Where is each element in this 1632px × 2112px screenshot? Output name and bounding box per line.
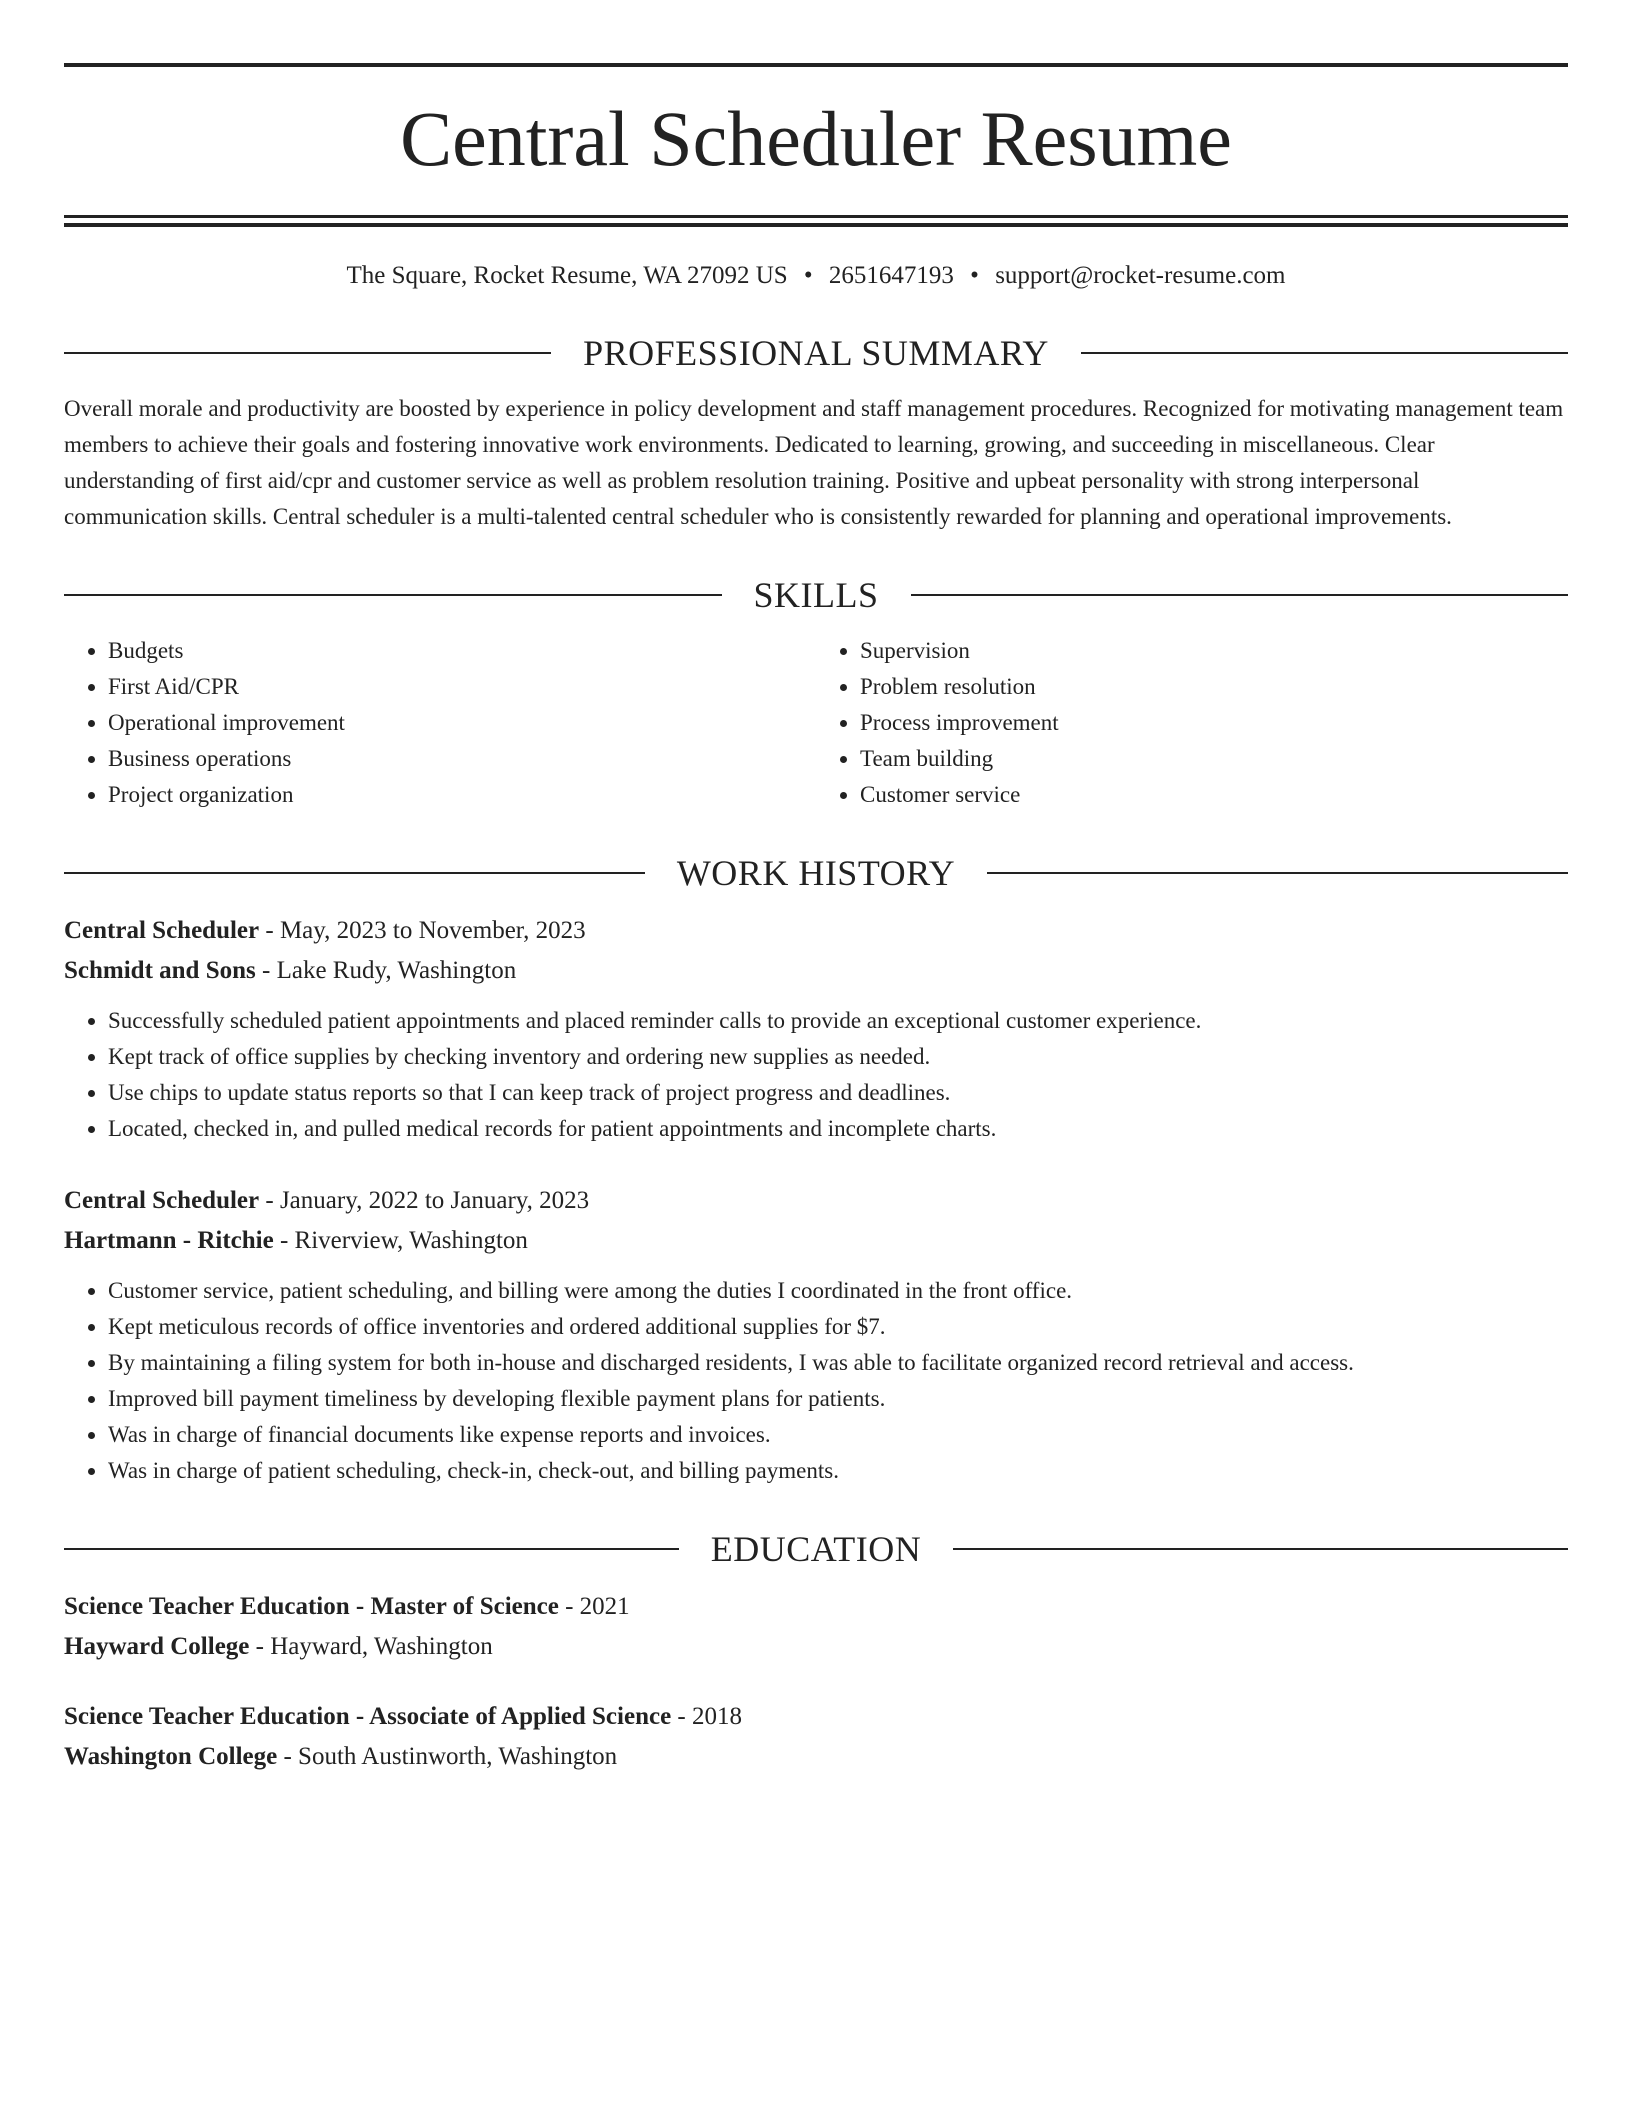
education-entry — [64, 1697, 1568, 1777]
title-double-rule — [64, 215, 1568, 227]
education-location: - Hayward, Washington — [249, 1633, 493, 1660]
skill-item: • Budgets — [108, 633, 816, 669]
skill-item: • Business operations — [108, 741, 816, 777]
contact-separator: • — [803, 262, 813, 289]
section-rule — [911, 594, 1569, 596]
resume-title: Central Scheduler Resume — [400, 95, 1232, 182]
skills-column-left — [64, 633, 816, 813]
job-location: - Riverview, Washington — [273, 1227, 528, 1254]
job-entry — [64, 911, 1568, 1147]
job-bullet: • By maintaining a filing system for both in-house and discharged residents, I was able to facilitate organized record retrieval and access. — [108, 1345, 1568, 1381]
job-dates: - May, 2023 to November, 2023 — [259, 917, 586, 944]
section-header-education — [64, 1527, 1568, 1571]
job-company-line — [64, 1221, 1568, 1261]
job-location: - Lake Rudy, Washington — [255, 957, 517, 984]
skills-column-right — [816, 633, 1568, 813]
job-title-line — [64, 911, 1568, 951]
education-school: Hayward College — [64, 1633, 250, 1660]
job-bullet: • Was in charge of patient scheduling, check-in, check-out, and billing payments. — [108, 1453, 1568, 1489]
top-rule — [64, 63, 1568, 67]
section-title-skills: SKILLS — [753, 575, 879, 615]
education-location: - South Austinworth, Washington — [277, 1743, 618, 1770]
skill-item: • Operational improvement — [108, 705, 816, 741]
skill-item: • Supervision — [860, 633, 1568, 669]
summary-text: Overall morale and productivity are boosted by experience in policy development and staff management procedures. Recognized for motivating management team members to achieve their goals and fostering innovative work environments. Dedicated to learning, growing, and succeeding in miscellaneous. Clear understanding of first aid/cpr and customer service as well as problem resolution training. Positive and upbeat personality with strong interpersonal communication skills. Central scheduler is a multi-talented central scheduler who is consistently rewarded for planning and operational improvements. — [64, 396, 1564, 529]
section-header-skills — [64, 573, 1568, 617]
section-rule — [64, 872, 645, 874]
contact-address: The Square, Rocket Resume, WA 27092 US — [346, 262, 788, 289]
skill-item: • Problem resolution — [860, 669, 1568, 705]
contact-line — [64, 259, 1568, 293]
skill-item: • First Aid/CPR — [108, 669, 816, 705]
job-bullet: • Improved bill payment timeliness by developing flexible payment plans for patients. — [108, 1381, 1568, 1417]
job-company: Hartmann - Ritchie — [64, 1227, 274, 1254]
section-title-education: EDUCATION — [710, 1529, 922, 1569]
section-title-summary: PROFESSIONAL SUMMARY — [583, 333, 1049, 373]
education-degree: Science Teacher Education - Associate of Applied Science — [64, 1703, 672, 1730]
job-title: Central Scheduler — [64, 1187, 260, 1214]
section-header-work — [64, 851, 1568, 895]
section-rule — [1081, 352, 1568, 354]
job-bullets — [64, 1273, 1568, 1489]
job-bullet: • Was in charge of financial documents like expense reports and invoices. — [108, 1417, 1568, 1453]
education-school-line — [64, 1627, 1568, 1667]
section-title-work: WORK HISTORY — [676, 853, 956, 893]
skill-item: • Project organization — [108, 777, 816, 813]
job-bullets — [64, 1003, 1568, 1147]
skills-list — [64, 633, 1568, 813]
job-entry — [64, 1181, 1568, 1489]
education-school: Washington College — [64, 1743, 278, 1770]
section-rule — [987, 872, 1568, 874]
job-company-line — [64, 951, 1568, 991]
job-dates: - January, 2022 to January, 2023 — [259, 1187, 590, 1214]
education-entry — [64, 1587, 1568, 1667]
section-rule — [64, 352, 551, 354]
job-bullet: • Customer service, patient scheduling, and billing were among the duties I coordinated in the front office. — [108, 1273, 1568, 1309]
job-company: Schmidt and Sons — [64, 957, 256, 984]
education-degree-line — [64, 1587, 1568, 1627]
contact-email: support@rocket-resume.com — [995, 262, 1286, 289]
education-degree: Science Teacher Education - Master of Science — [64, 1593, 559, 1620]
education-degree-line — [64, 1697, 1568, 1737]
job-bullet: • Use chips to update status reports so that I can keep track of project progress and deadlines. — [108, 1075, 1568, 1111]
education-year: - 2021 — [558, 1593, 630, 1620]
section-rule — [953, 1548, 1568, 1550]
section-header-summary — [64, 331, 1568, 375]
job-bullet: • Kept meticulous records of office inventories and ordered additional supplies for $7. — [108, 1309, 1568, 1345]
job-bullet: • Kept track of office supplies by checking inventory and ordering new supplies as needed. — [108, 1039, 1568, 1075]
job-bullet: • Successfully scheduled patient appointments and placed reminder calls to provide an exceptional customer experience. — [108, 1003, 1568, 1039]
job-bullet: • Located, checked in, and pulled medical records for patient appointments and incomplete charts. — [108, 1111, 1568, 1147]
section-rule — [64, 594, 722, 596]
skill-item: • Process improvement — [860, 705, 1568, 741]
job-title: Central Scheduler — [64, 917, 260, 944]
education-year: - 2018 — [671, 1703, 742, 1730]
education-school-line — [64, 1737, 1568, 1777]
skill-item: • Team building — [860, 741, 1568, 777]
section-rule — [64, 1548, 679, 1550]
skill-item: • Customer service — [860, 777, 1568, 813]
contact-phone: 2651647193 — [828, 262, 954, 289]
contact-separator: • — [970, 262, 979, 289]
job-title-line — [64, 1181, 1568, 1221]
